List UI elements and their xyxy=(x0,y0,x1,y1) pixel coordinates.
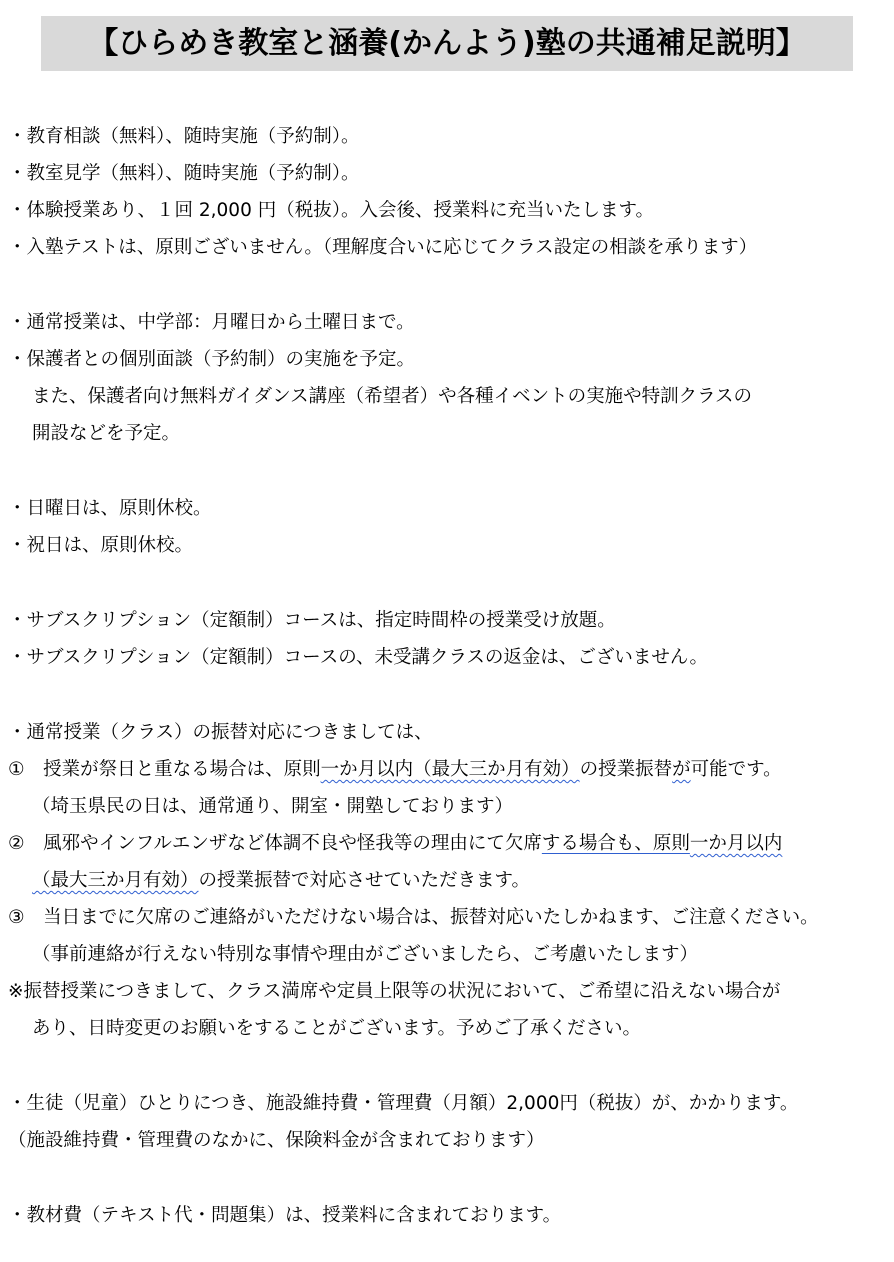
makeup-rule-2-line xyxy=(8,831,782,857)
makeup-rule-1-line xyxy=(8,757,782,783)
saitama-day-line: （埼玉県民の日は、通常通り、開室・開塾しております） xyxy=(32,796,514,817)
parent-interview-line: ・保護者との個別面談（予約制）の実施を予定。 xyxy=(8,349,416,370)
makeup-rule-2-end: の授業振替で対応させていただきます。 xyxy=(198,870,531,891)
subscription-line: ・サブスクリプション（定額制）コースは、指定時間枠の授業受け放題。 xyxy=(8,610,616,631)
makeup-rule-1-transfer: の授業振替 xyxy=(579,759,673,780)
makeup-rule-2-case: する場合も、原則 xyxy=(541,833,690,854)
guidance-line: また、保護者向け無料ガイダンス講座（希望者）や各種イベントの実施や特訓クラスの xyxy=(32,386,753,407)
material-fee-line: ・教材費（テキスト代・問題集）は、授業料に含まれております。 xyxy=(8,1205,562,1226)
sunday-line: ・日曜日は、原則休校。 xyxy=(8,498,212,519)
makeup-note-cont: あり、日時変更のお願いをすることがございます。予めご了承ください。 xyxy=(32,1018,642,1039)
makeup-rule-3-note: （事前連絡が行えない特別な事情や理由がございましたら、ご考慮いたします） xyxy=(32,944,699,965)
regular-class-line: ・通常授業は、中学部：月曜日から土曜日まで。 xyxy=(8,312,415,333)
trial-lesson-line: ・体験授業あり、１回 2,000 円（税抜）。入会後、授業料に充当いたします。 xyxy=(8,200,654,221)
makeup-rule-1-period: 一か月以内（最大三か月有効） xyxy=(320,759,580,780)
makeup-rule-1-end: 可能です。 xyxy=(690,759,782,780)
page-title: 【ひらめき教室と涵養(かんよう)塾の共通補足説明】 xyxy=(41,16,853,71)
makeup-rule-2-text: ② 風邪やインフルエンザなど体調不良や怪我等の理由にて欠席 xyxy=(8,833,542,854)
makeup-rule-2-cont xyxy=(32,868,530,894)
makeup-rule-2-period: 一か月以内 xyxy=(689,833,783,854)
makeup-rule-1-ga: が xyxy=(672,759,691,780)
facility-fee-line: ・生徒（児童）ひとりにつき、施設維持費・管理費（月額）2,000円（税抜）が、かかります。 xyxy=(8,1093,799,1114)
facility-fee-note: （施設維持費・管理費のなかに、保険料金が含まれております） xyxy=(8,1130,545,1151)
entrance-test-line: ・入塾テストは、原則ございません。（理解度合いに応じてクラス設定の相談を承ります） xyxy=(8,237,758,258)
holiday-line: ・祝日は、原則休校。 xyxy=(8,535,194,556)
classroom-visit-line: ・教室見学（無料）、随時実施（予約制）。 xyxy=(8,163,360,184)
makeup-rule-2-max: （最大三か月有効） xyxy=(32,870,199,891)
makeup-heading-line: ・通常授業（クラス）の振替対応につきましては、 xyxy=(8,722,433,743)
makeup-note-line: ※振替授業につきまして、クラス満席や定員上限等の状況において、ご希望に沿えない場合が xyxy=(8,981,781,1002)
guidance-line-cont: 開設などを予定。 xyxy=(32,423,181,444)
subscription-refund-line: ・サブスクリプション（定額制）コースの、未受講クラスの返金は、ございません。 xyxy=(8,647,709,668)
consultation-line: ・教育相談（無料）、随時実施（予約制）。 xyxy=(8,126,360,147)
makeup-rule-1-text: ① 授業が祭日と重なる場合は、原則 xyxy=(8,759,321,780)
makeup-rule-3-line: ③ 当日までに欠席のご連絡がいただけない場合は、振替対応いたしかねます、ご注意ください。 xyxy=(8,907,819,928)
